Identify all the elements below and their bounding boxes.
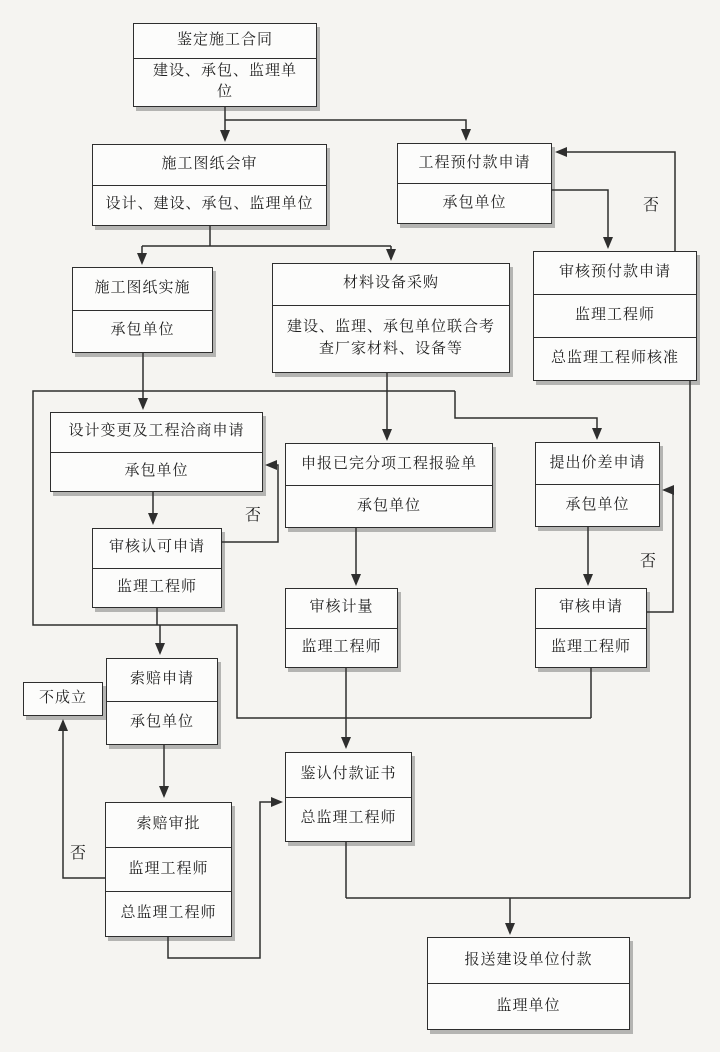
node-title: 鉴定施工合同 [176, 31, 273, 48]
node-title: 审核认可申请 [108, 539, 205, 556]
node-approver: 总监理工程师核准 [534, 337, 696, 380]
node-actor: 承包单位 [536, 484, 659, 526]
flow-contract-to-prepayment-apply [225, 120, 466, 139]
node-actor: 建设、承包、监理单位 [134, 58, 316, 107]
node-title: 施工图纸会审 [161, 155, 258, 172]
node-actor: 监理工程师 [286, 628, 397, 668]
node-title: 申报已完分项工程报验单 [300, 455, 477, 472]
node-contract [133, 23, 317, 107]
node-prepayment-apply [397, 143, 552, 224]
node-payment-certificate [285, 752, 412, 842]
node-title: 审核申请 [558, 599, 623, 616]
node-prepayment-review [533, 251, 697, 381]
node-title: 鉴认付款证书 [300, 765, 397, 782]
node-claim-approval [105, 802, 232, 937]
node-title: 工程预付款申请 [418, 154, 531, 171]
node-actor: 监理工程师 [93, 568, 221, 608]
node-title: 索赔审批 [136, 815, 201, 832]
node-actor: 承包单位 [286, 485, 492, 527]
node-actor: 监理工程师 [106, 847, 231, 892]
node-title: 提出价差申请 [549, 454, 646, 471]
node-send-payment [427, 937, 630, 1030]
node-actor: 承包单位 [398, 183, 551, 223]
node-approve-review [92, 528, 222, 608]
node-actor: 监理工程师 [536, 628, 646, 668]
label-no-design-change: 否 [243, 502, 263, 525]
node-title: 施工图纸实施 [94, 279, 191, 296]
node-title: 审核预付款申请 [558, 264, 671, 281]
node-actor: 设计、建设、承包、监理单位 [93, 185, 326, 226]
node-actor: 监理工程师 [534, 294, 696, 337]
node-design-change [50, 412, 263, 492]
flow-to-price-diff [455, 391, 597, 438]
node-measurement-review [285, 588, 398, 668]
label-no-price-diff: 否 [638, 548, 658, 571]
label-no-prepayment: 否 [641, 192, 661, 215]
node-application-review [535, 588, 647, 668]
node-actor: 总监理工程师 [286, 797, 411, 842]
node-approver: 总监理工程师 [106, 891, 231, 936]
node-actor: 承包单位 [73, 310, 212, 353]
node-material-procurement [272, 263, 510, 373]
node-price-diff-apply [535, 442, 660, 527]
label-no-claim: 否 [68, 840, 88, 863]
node-title: 索赔申请 [129, 671, 194, 688]
node-title: 不成立 [38, 690, 87, 707]
node-drawing-review [92, 144, 327, 226]
node-actor: 监理单位 [428, 983, 629, 1029]
node-actor: 承包单位 [51, 452, 262, 492]
node-drawing-implement [72, 267, 213, 353]
flow-prepay-apply-to-review [552, 190, 608, 247]
node-title: 审核计量 [309, 599, 374, 616]
node-title: 报送建设单位付款 [464, 951, 593, 968]
node-inspection-apply [285, 443, 493, 528]
node-title: 设计变更及工程洽商申请 [68, 423, 245, 440]
node-title: 材料设备采购 [342, 275, 439, 292]
node-actor: 建设、监理、承包单位联合考查厂家材料、设备等 [273, 305, 509, 372]
node-not-established [23, 682, 103, 716]
node-claim-apply [106, 658, 218, 745]
node-actor: 承包单位 [107, 701, 217, 744]
